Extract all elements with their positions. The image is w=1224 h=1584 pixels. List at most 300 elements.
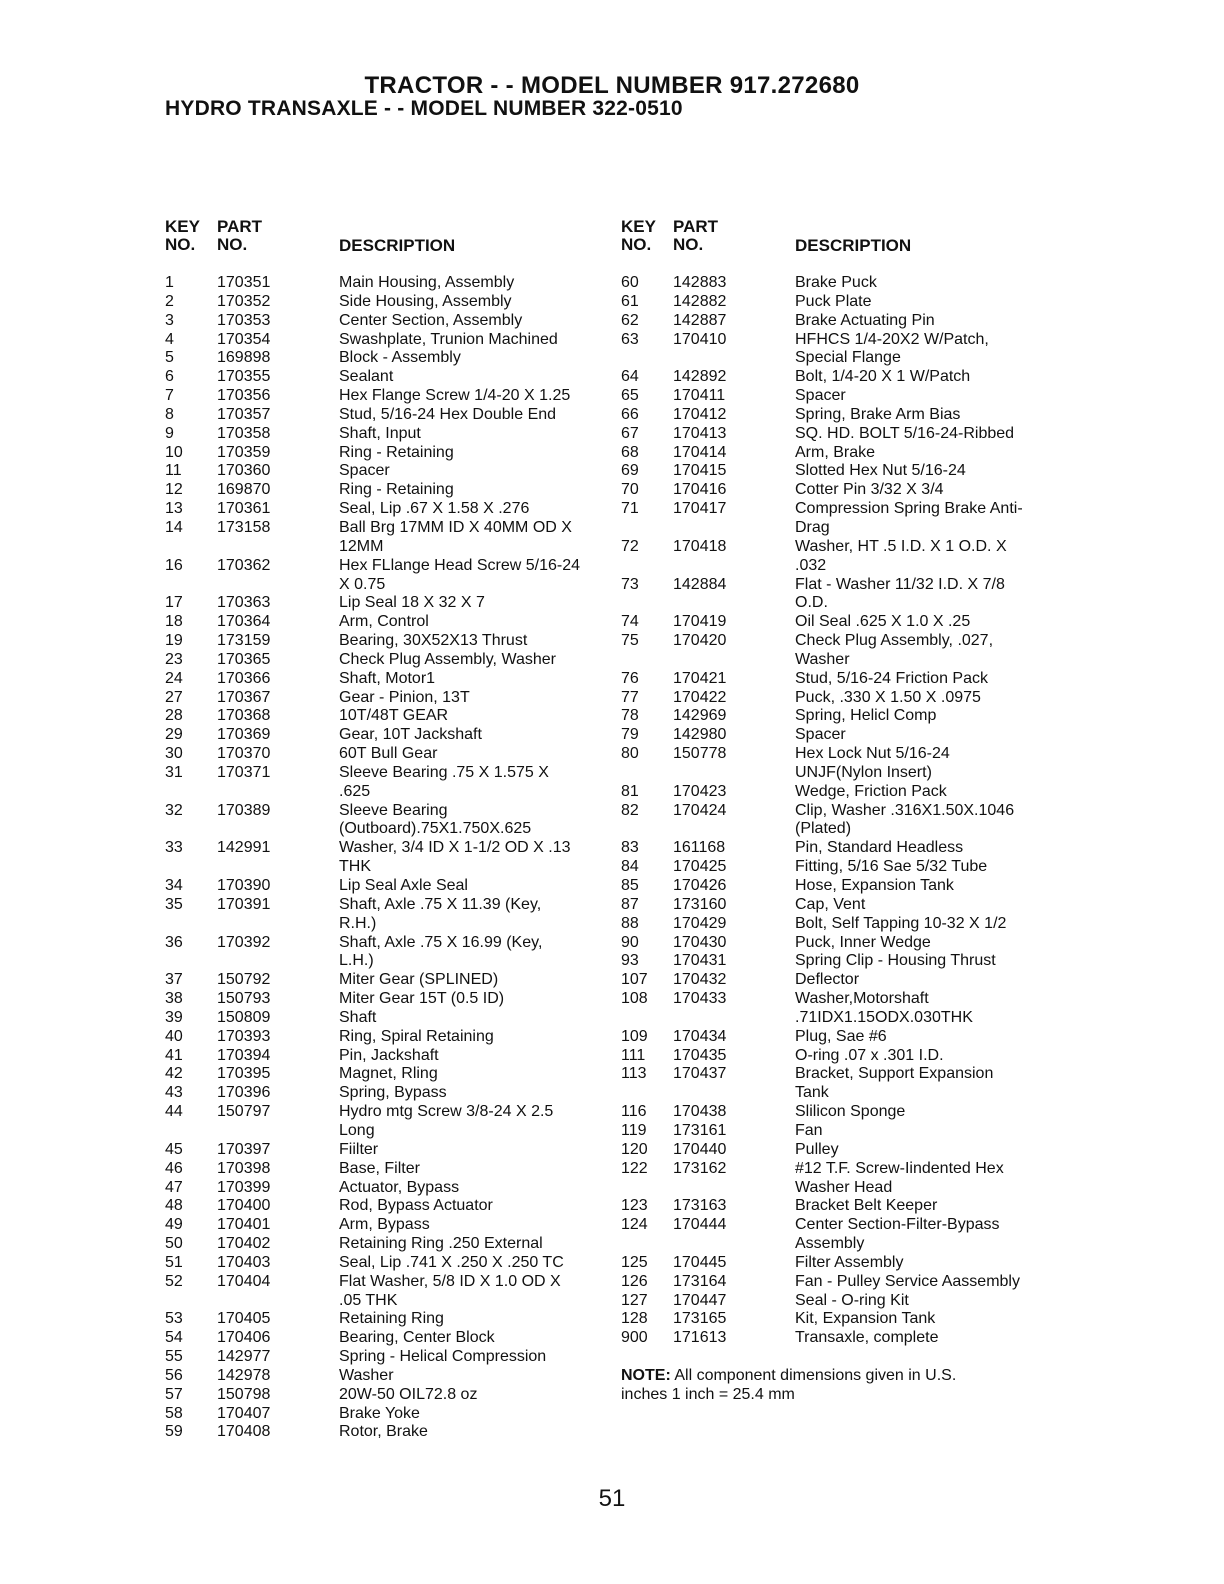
key-number: 4 [165, 330, 174, 348]
header-description: DESCRIPTION [795, 236, 912, 255]
part-number: 170368 [217, 707, 271, 725]
part-description: Center Section-Filter-Bypass Assembly [795, 1216, 1000, 1253]
table-row [165, 745, 615, 764]
key-number: 50 [165, 1235, 183, 1253]
part-description: Side Housing, Assembly [339, 292, 512, 310]
table-row [621, 1216, 1071, 1254]
part-number: 170444 [673, 1216, 727, 1234]
part-number: 170411 [673, 387, 726, 405]
table-row [165, 1179, 615, 1198]
part-description: Arm, Bypass [339, 1216, 430, 1234]
key-number: 56 [165, 1366, 183, 1384]
key-number: 126 [621, 1272, 648, 1290]
table-row [621, 1197, 1071, 1216]
part-number: 173163 [673, 1197, 727, 1215]
part-number: 170420 [673, 632, 727, 650]
part-description: Hex Flange Screw 1/4-20 X 1.25 [339, 387, 571, 405]
key-number: 109 [621, 1027, 648, 1045]
part-description: Filter Assembly [795, 1253, 904, 1271]
key-number: 93 [621, 952, 639, 970]
table-row [621, 368, 1071, 387]
part-description: Spacer [795, 387, 846, 405]
key-number: 87 [621, 895, 639, 913]
part-number: 170364 [217, 613, 271, 631]
part-description: Brake Actuating Pin [795, 311, 935, 329]
part-description: Ring - Retaining [339, 443, 454, 461]
part-number: 170389 [217, 801, 271, 819]
part-number: 170390 [217, 877, 271, 894]
table-row [621, 1329, 1071, 1348]
key-number: 58 [165, 1404, 183, 1422]
key-number: 45 [165, 1140, 183, 1158]
key-number: 54 [165, 1329, 183, 1347]
key-number: 72 [621, 537, 639, 555]
key-number: 34 [165, 877, 183, 894]
table-row [165, 632, 615, 651]
part-description: Flat Washer, 5/8 ID X 1.0 OD X .05 THK [339, 1272, 561, 1309]
part-number: 170396 [217, 1084, 271, 1102]
key-number: 1 [165, 274, 174, 291]
table-row [165, 1141, 615, 1160]
part-number: 142980 [673, 726, 727, 744]
part-number: 170360 [217, 462, 271, 480]
table-row [165, 349, 615, 368]
key-number: 8 [165, 405, 174, 423]
part-description: Gear - Pinion, 13T [339, 688, 470, 706]
table-row [621, 632, 1071, 670]
table-row [165, 1028, 615, 1047]
part-description: Bearing, Center Block [339, 1329, 495, 1347]
part-number: 170440 [673, 1140, 727, 1158]
table-row [621, 613, 1071, 632]
key-number: 48 [165, 1197, 183, 1215]
part-description: Bearing, 30X52X13 Thrust [339, 632, 528, 650]
part-number: 170421 [673, 669, 727, 687]
table-row [621, 1273, 1071, 1292]
part-description: Miter Gear (SPLINED) [339, 971, 499, 989]
key-number: 128 [621, 1310, 648, 1328]
page-subtitle: HYDRO TRANSAXLE - - MODEL NUMBER 322-0510 [165, 97, 683, 120]
part-description: 20W-50 OIL72.8 oz [339, 1385, 478, 1403]
table-row [165, 764, 615, 802]
part-number: 170365 [217, 650, 271, 668]
part-description: Spring Clip - Housing Thrust [795, 952, 996, 970]
part-description: Brake Puck [795, 274, 877, 291]
part-number: 142978 [217, 1366, 271, 1384]
part-number: 142969 [673, 707, 727, 725]
part-number: 173162 [673, 1159, 727, 1177]
header-key-no: KEY NO. [621, 217, 656, 254]
part-description: Retaining Ring .250 External [339, 1235, 543, 1253]
table-row [165, 1160, 615, 1179]
part-number: 173160 [673, 895, 727, 913]
part-number: 170429 [673, 914, 727, 932]
table-row [621, 576, 1071, 614]
table-row [165, 594, 615, 613]
table-row [165, 1254, 615, 1273]
part-description: Spring - Helical Compression [339, 1348, 547, 1366]
table-row [621, 877, 1071, 896]
part-number: 170357 [217, 405, 271, 423]
part-description: Cap, Vent [795, 895, 866, 913]
key-number: 125 [621, 1253, 648, 1271]
table-row [165, 293, 615, 312]
table-row [621, 670, 1071, 689]
table-row [621, 971, 1071, 990]
key-number: 77 [621, 688, 639, 706]
part-number: 170447 [673, 1291, 727, 1309]
part-number: 150793 [217, 990, 271, 1008]
key-number: 49 [165, 1216, 183, 1234]
part-number: 170391 [217, 895, 271, 913]
table-row [165, 312, 615, 331]
dimensions-note [621, 1366, 981, 1404]
key-number: 5 [165, 349, 174, 367]
part-description: Fan [795, 1121, 823, 1139]
table-row [621, 387, 1071, 406]
key-number: 62 [621, 311, 639, 329]
table-row [165, 1065, 615, 1084]
part-number: 170395 [217, 1065, 271, 1083]
part-number: 169870 [217, 481, 271, 499]
part-number: 142991 [217, 839, 271, 857]
part-number: 170352 [217, 292, 271, 310]
part-description: Sleeve Bearing .75 X 1.575 X .625 [339, 763, 549, 800]
table-row [621, 1141, 1071, 1160]
part-description: Wedge, Friction Pack [795, 782, 947, 800]
table-row [621, 1103, 1071, 1122]
part-number: 170398 [217, 1159, 271, 1177]
key-number: 75 [621, 632, 639, 650]
part-description: Check Plug Assembly, .027, Washer [795, 632, 994, 668]
part-description: Swashplate, Trunion Machined [339, 330, 558, 348]
part-number: 170437 [673, 1065, 727, 1083]
part-number: 142884 [673, 575, 727, 593]
parts-table-right [621, 218, 1071, 1404]
parts-rows-right [621, 274, 1071, 1348]
part-number: 170358 [217, 424, 271, 442]
key-number: 13 [165, 500, 183, 518]
table-row [165, 1235, 615, 1254]
key-number: 74 [621, 613, 639, 631]
part-number: 170361 [217, 500, 271, 518]
table-row [165, 689, 615, 708]
table-row [165, 387, 615, 406]
key-number: 29 [165, 726, 183, 744]
part-description: Shaft [339, 1008, 377, 1026]
key-number: 123 [621, 1197, 648, 1215]
part-number: 150797 [217, 1103, 271, 1121]
table-row [621, 274, 1071, 293]
key-number: 83 [621, 839, 639, 857]
part-number: 150778 [673, 745, 727, 763]
key-number: 85 [621, 877, 639, 894]
part-description: Slotted Hex Nut 5/16-24 [795, 462, 966, 480]
part-number: 161168 [673, 839, 726, 857]
part-description: Center Section, Assembly [339, 311, 523, 329]
table-row [165, 1216, 615, 1235]
table-row [621, 1065, 1071, 1103]
key-number: 16 [165, 556, 183, 574]
part-description: Retaining Ring [339, 1310, 444, 1328]
part-number: 170430 [673, 933, 727, 951]
key-number: 84 [621, 858, 639, 876]
part-description: Bolt, 1/4-20 X 1 W/Patch [795, 368, 971, 386]
part-number: 170426 [673, 877, 727, 894]
key-number: 23 [165, 650, 183, 668]
table-row [621, 990, 1071, 1028]
part-description: Hose, Expansion Tank [795, 877, 954, 894]
table-row [165, 462, 615, 481]
table-row [621, 896, 1071, 915]
key-number: 68 [621, 443, 639, 461]
page-number: 51 [598, 1485, 626, 1512]
table-row [621, 481, 1071, 500]
table-row [621, 312, 1071, 331]
part-description: HFHCS 1/4-20X2 W/Patch, Special Flange [795, 330, 989, 367]
part-description: Rod, Bypass Actuator [339, 1197, 493, 1215]
part-description: Lip Seal 18 X 32 X 7 [339, 594, 485, 612]
key-number: 124 [621, 1216, 648, 1234]
key-number: 120 [621, 1140, 648, 1158]
table-row [165, 839, 615, 877]
key-number: 11 [165, 462, 182, 480]
parts-rows-left [165, 274, 615, 1442]
part-description: Oil Seal .625 X 1.0 X .25 [795, 613, 971, 631]
part-number: 169898 [217, 349, 271, 367]
table-row [621, 952, 1071, 971]
key-number: 51 [165, 1253, 183, 1271]
table-row [621, 406, 1071, 425]
table-row [165, 1310, 615, 1329]
part-description: Bracket, Support Expansion Tank [795, 1065, 994, 1102]
key-number: 66 [621, 405, 639, 423]
part-description: Washer, HT .5 I.D. X 1 O.D. X .032 [795, 537, 1007, 574]
part-number: 170407 [217, 1404, 271, 1422]
key-number: 40 [165, 1027, 183, 1045]
part-number: 170406 [217, 1329, 271, 1347]
part-number: 170431 [673, 952, 727, 970]
part-number: 142892 [673, 368, 727, 386]
part-description: Seal, Lip .67 X 1.58 X .276 [339, 500, 530, 518]
part-number: 170403 [217, 1253, 271, 1271]
part-number: 170445 [673, 1253, 727, 1271]
table-row [165, 557, 615, 595]
key-number: 39 [165, 1008, 183, 1026]
part-description: Compression Spring Brake Anti- Drag [795, 500, 1023, 536]
part-number: 173158 [217, 518, 271, 536]
key-number: 31 [165, 763, 183, 781]
table-row [165, 971, 615, 990]
key-number: 37 [165, 971, 183, 989]
table-row [621, 1028, 1071, 1047]
part-description: Bolt, Self Tapping 10-32 X 1/2 [795, 914, 1007, 932]
table-row [621, 293, 1071, 312]
key-number: 82 [621, 801, 639, 819]
key-number: 116 [621, 1103, 647, 1121]
part-number: 173164 [673, 1272, 727, 1290]
part-number: 170412 [673, 405, 727, 423]
table-row [165, 481, 615, 500]
table-row [165, 1348, 615, 1367]
part-number: 170366 [217, 669, 271, 687]
key-number: 41 [165, 1046, 183, 1064]
table-row [621, 425, 1071, 444]
part-description: Slilicon Sponge [795, 1103, 906, 1121]
key-number: 73 [621, 575, 639, 593]
parts-table-left [165, 218, 615, 1442]
key-number: 7 [165, 387, 174, 405]
table-row [165, 990, 615, 1009]
part-description: Washer [339, 1366, 394, 1384]
part-number: 170433 [673, 990, 727, 1008]
part-number: 150798 [217, 1385, 271, 1403]
key-number: 30 [165, 745, 183, 763]
part-description: Sealant [339, 368, 394, 386]
part-description: Transaxle, complete [795, 1329, 939, 1347]
table-row [621, 444, 1071, 463]
table-row [165, 1009, 615, 1028]
table-row [621, 1122, 1071, 1141]
key-number: 27 [165, 688, 183, 706]
part-description: Fiilter [339, 1140, 379, 1158]
part-description: Spring, Bypass [339, 1084, 447, 1102]
table-row [621, 538, 1071, 576]
part-number: 170415 [673, 462, 727, 480]
part-description: Brake Yoke [339, 1404, 420, 1422]
header-part-no: PART NO. [217, 217, 263, 254]
part-number: 170354 [217, 330, 271, 348]
part-number: 170369 [217, 726, 271, 744]
key-number: 9 [165, 424, 174, 442]
key-number: 19 [165, 632, 183, 650]
part-number: 170410 [673, 330, 727, 348]
key-number: 42 [165, 1065, 183, 1083]
part-number: 171613 [673, 1329, 727, 1347]
table-row [165, 934, 615, 972]
part-number: 170414 [673, 443, 727, 461]
part-description: Shaft, Motor1 [339, 669, 436, 687]
key-number: 60 [621, 274, 639, 291]
part-description: Kit, Expansion Tank [795, 1310, 936, 1328]
part-description: Stud, 5/16-24 Friction Pack [795, 669, 988, 687]
key-number: 12 [165, 481, 183, 499]
table-row [165, 1386, 615, 1405]
part-number: 170424 [673, 801, 727, 819]
part-description: Base, Filter [339, 1159, 420, 1177]
part-number: 173165 [673, 1310, 727, 1328]
key-number: 79 [621, 726, 639, 744]
part-description: Arm, Control [339, 613, 429, 631]
part-description: Puck, .330 X 1.50 X .0975 [795, 688, 981, 706]
part-number: 142887 [673, 311, 727, 329]
key-number: 119 [621, 1121, 647, 1139]
table-row [165, 425, 615, 444]
part-description: Spring, Helicl Comp [795, 707, 937, 725]
table-row [165, 1423, 615, 1442]
part-description: Puck, Inner Wedge [795, 933, 931, 951]
table-row [621, 915, 1071, 934]
table-row [165, 802, 615, 840]
part-number: 170418 [673, 537, 727, 555]
part-number: 170402 [217, 1235, 271, 1253]
part-number: 170423 [673, 782, 727, 800]
table-row [621, 934, 1071, 953]
part-number: 170404 [217, 1272, 271, 1290]
part-description: Fan - Pulley Service Aassembly [795, 1272, 1020, 1290]
key-number: 78 [621, 707, 639, 725]
part-number: 150809 [217, 1008, 271, 1026]
key-number: 57 [165, 1385, 183, 1403]
key-number: 18 [165, 613, 183, 631]
key-number: 107 [621, 971, 648, 989]
table-header [165, 218, 615, 260]
table-row [165, 274, 615, 293]
part-description: Ball Brg 17MM ID X 40MM OD X 12MM [339, 518, 572, 555]
part-number: 170408 [217, 1423, 271, 1441]
part-description: Main Housing, Assembly [339, 274, 515, 291]
part-number: 170432 [673, 971, 727, 989]
table-row [621, 726, 1071, 745]
part-description: Lip Seal Axle Seal [339, 877, 468, 894]
part-description: Seal - O-ring Kit [795, 1291, 909, 1309]
part-description: SQ. HD. BOLT 5/16-24-Ribbed [795, 424, 1015, 442]
part-description: Puck Plate [795, 292, 872, 310]
table-row [165, 877, 615, 896]
part-description: Spacer [339, 462, 390, 480]
part-number: 170400 [217, 1197, 271, 1215]
table-row [165, 1329, 615, 1348]
part-number: 142977 [217, 1348, 271, 1366]
key-number: 10 [165, 443, 183, 461]
table-row [165, 406, 615, 425]
table-row [621, 331, 1071, 369]
key-number: 80 [621, 745, 639, 763]
table-row [165, 670, 615, 689]
part-description: Rotor, Brake [339, 1423, 428, 1441]
part-description: Shaft, Axle .75 X 16.99 (Key, L.H.) [339, 933, 543, 970]
key-number: 67 [621, 424, 639, 442]
part-number: 170356 [217, 387, 271, 405]
key-number: 14 [165, 518, 183, 536]
table-row [621, 1310, 1071, 1329]
part-description: O-ring .07 x .301 I.D. [795, 1046, 944, 1064]
part-description: Magnet, Rling [339, 1065, 438, 1083]
table-row [165, 707, 615, 726]
table-row [621, 689, 1071, 708]
part-description: Miter Gear 15T (0.5 ID) [339, 990, 505, 1008]
table-row [621, 745, 1071, 783]
header-description: DESCRIPTION [339, 236, 456, 255]
part-number: 150792 [217, 971, 271, 989]
table-row [165, 1405, 615, 1424]
part-description: Cotter Pin 3/32 X 3/4 [795, 481, 944, 499]
table-row [621, 839, 1071, 858]
part-number: 142883 [673, 274, 727, 291]
key-number: 111 [621, 1046, 646, 1064]
part-number: 173159 [217, 632, 271, 650]
part-number: 170422 [673, 688, 727, 706]
part-number: 170393 [217, 1027, 271, 1045]
part-number: 170394 [217, 1046, 271, 1064]
part-description: Plug, Sae #6 [795, 1027, 887, 1045]
part-description: Check Plug Assembly, Washer [339, 650, 556, 668]
table-row [165, 500, 615, 519]
header-part-no: PART NO. [673, 217, 719, 254]
part-number: 170435 [673, 1046, 727, 1064]
part-number: 170397 [217, 1140, 271, 1158]
part-description: Washer,Motorshaft .71IDX1.15ODX.030THK [795, 990, 973, 1026]
